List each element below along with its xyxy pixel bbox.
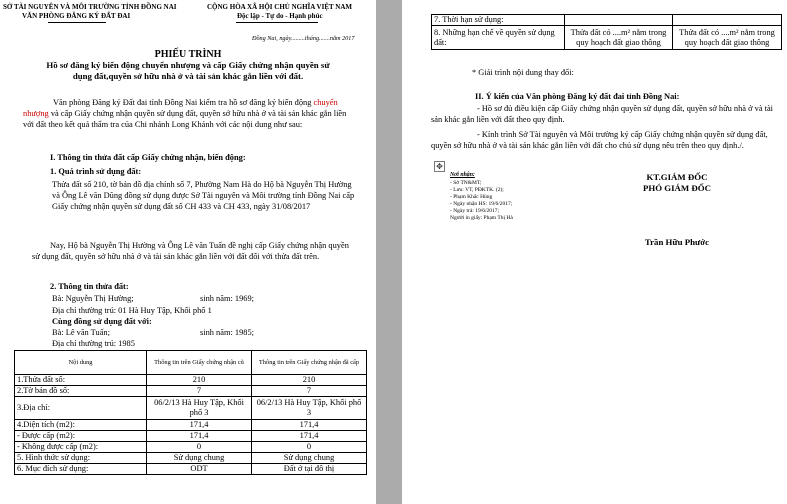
table-cell-label: 7. Thời hạn sử dụng: xyxy=(432,15,565,26)
table-cell-new xyxy=(673,15,782,26)
table-cell-label: 6. Mục đích sử dụng: xyxy=(15,464,147,475)
section-1-1-heading: 1. Quá trình sử dụng đất: xyxy=(50,167,142,176)
signature-title-1: KT.GIÁM ĐỐC xyxy=(646,172,708,182)
owner-2-address: Địa chỉ thường trú: 1985 xyxy=(52,339,135,348)
table-row xyxy=(15,375,367,386)
header-nation: CỘNG HÒA XÃ HỘI CHỦ NGHĨA VIỆT NAM xyxy=(207,3,353,11)
table-header-content: Nội dung xyxy=(15,351,147,375)
section-2-paragraph-2: - Kính trình Sở Tài nguyên và Môi trường ký cấp Giấy chứng nhận quyền sử dụng đất, quyền sở hữu nhà ở và tài sản khác gắn liền với đất cho chủ sử dụng nêu trên theo quy định./. xyxy=(431,130,768,151)
table-cell-old: 06/2/13 Hà Huy Tập, Khối phố 3 xyxy=(147,397,252,420)
table-cell-label: 3.Địa chỉ: xyxy=(15,397,147,420)
intro-text-start: Văn phòng Đăng ký Đất đai tỉnh Đồng Nai kiểm tra hồ sơ đăng ký biến động xyxy=(53,98,312,107)
table-row xyxy=(15,397,367,420)
table-header-old-certificate: Thông tin trên Giấy chứng nhận cũ xyxy=(147,351,252,375)
table-cell-label: 5. Hình thức sử dụng: xyxy=(15,453,147,464)
land-info-table xyxy=(14,350,367,475)
table-row xyxy=(15,431,367,442)
recipient-item: - Phạm Khắc Hùng xyxy=(450,194,493,200)
land-info-table-continued xyxy=(431,14,782,50)
recipient-item: - Lưu: VT, PĐKTK. (2); xyxy=(450,187,504,193)
header-left-underline xyxy=(48,22,106,23)
table-cell-old: 210 xyxy=(147,375,252,386)
table-cell-old: Thửa đất có ....m² nằm trong quy hoạch đất giao thông xyxy=(565,26,673,50)
section-2-heading: II. Ý kiến của Văn phòng Đăng ký đất đai tỉnh Đồng Nai: xyxy=(475,92,680,101)
owner-1-address: Địa chỉ thường trú: 01 Hà Huy Tập, Khối phố 1 xyxy=(52,306,212,315)
table-cell-new: Đất ở tại đô thị xyxy=(252,464,367,475)
header-motto: Độc lập - Tự do - Hạnh phúc xyxy=(237,12,323,20)
owner-1-name: Bà: Nguyễn Thị Hường; xyxy=(52,294,134,303)
table-cell-new: 171,4 xyxy=(252,431,367,442)
table-cell-new: 0 xyxy=(252,442,367,453)
table-row xyxy=(15,420,367,431)
table-header-row xyxy=(15,351,367,375)
recipient-item: - Ngày trả: 19/6/2017; xyxy=(450,208,500,214)
table-cell-old xyxy=(565,15,673,26)
owner-2-birth-year: sinh năm: 1985; xyxy=(200,328,254,337)
table-row xyxy=(15,442,367,453)
recipient-item: - Ngày nhận HS: 19/6/2017; xyxy=(450,201,513,207)
table-cell-old: 171,4 xyxy=(147,420,252,431)
section-2-paragraph-1: - Hồ sơ đủ điều kiện cấp Giấy chứng nhận quyền sử dụng đất, quyền sở hữu nhà ở và tài sản khác gắn liền với đất theo quy định. xyxy=(431,104,774,125)
recipients-title: Nơi nhận: xyxy=(450,172,475,178)
header-right-underline xyxy=(236,22,318,23)
document-page-2 xyxy=(402,0,787,504)
header-agency: SỞ TÀI NGUYÊN VÀ MÔI TRƯỜNG TỈNH ĐỒNG NAI xyxy=(3,3,177,11)
co-users-heading: Cùng đồng sử dụng đất với: xyxy=(52,317,152,326)
section-1-heading: I. Thông tin thửa đất cấp Giấy chứng nhận, biến động: xyxy=(50,153,246,162)
intro-paragraph xyxy=(23,97,353,131)
table-cell-label: 8. Những hạn chế về quyền sử dụng đất: xyxy=(432,26,565,50)
table-move-handle-icon[interactable]: ✥ xyxy=(434,161,445,172)
intro-highlighted-text: chuyển nhượng xyxy=(23,98,338,119)
table-row xyxy=(15,386,367,397)
table-cell-label: - Không được cấp (m2): xyxy=(15,442,147,453)
table-cell-new: Thửa đất có ....m² nằm trong quy hoạch đất giao thông xyxy=(673,26,782,50)
table-cell-old: 171,4 xyxy=(147,431,252,442)
date-line: Đồng Nai, ngày.........tháng.......năm 2017 xyxy=(252,35,355,42)
document-subject-line-1: Hồ sơ đăng ký biến động chuyển nhượng và cấp Giấy chứng nhận quyền sử xyxy=(46,60,330,70)
header-office: VĂN PHÒNG ĐĂNG KÝ ĐẤT ĐAI xyxy=(22,12,131,20)
document-page-1 xyxy=(0,0,376,504)
table-cell-label: 4.Diện tích (m2): xyxy=(15,420,147,431)
owner-2-name: Bà: Lê văn Tuấn; xyxy=(52,328,110,337)
table-cell-label: 2.Tờ bản đồ số: xyxy=(15,386,147,397)
table-row xyxy=(432,15,782,26)
table-cell-old: Sử dụng chung xyxy=(147,453,252,464)
table-cell-new: 171,4 xyxy=(252,420,367,431)
intro-text-end: và cấp Giấy chứng nhận quyền sử dụng đất, quyền sở hữu nhà ở và tài sản khác gắn liền với đất theo kết quả thẩm tra của Chi nhánh Long Khánh với các nội dung như sau: xyxy=(23,109,347,130)
changes-explanation-label: * Giải trình nội dung thay đổi: xyxy=(472,68,574,77)
document-subject-line-2: dụng đất,quyền sở hữu nhà ở và tài sản khác gắn liền với đất. xyxy=(72,71,304,81)
table-row xyxy=(15,464,367,475)
table-cell-old: 0 xyxy=(147,442,252,453)
table-cell-label: 1.Thửa đất số: xyxy=(15,375,147,386)
table-cell-new: 210 xyxy=(252,375,367,386)
recipient-item: Người in giấy: Phạm Thị Hà xyxy=(450,215,513,221)
table-header-new-certificate: Thông tin trên Giấy chứng nhận đã cấp xyxy=(252,351,367,375)
owner-1-birth-year: sinh năm: 1969; xyxy=(200,294,254,303)
signature-title-2: PHÓ GIÁM ĐỐC xyxy=(643,183,711,193)
recipient-item: - Sở TN&MT; xyxy=(450,180,482,186)
table-cell-old: 7 xyxy=(147,386,252,397)
request-paragraph: Nay, Hộ bà Nguyễn Thị Hường và Ông Lê văn Tuấn đề nghị cấp Giấy chứng nhận quyền sử dụng đất, quyền sở hữu nhà ở và tài sản khác gắn liền với đất đối với thửa đất trên. xyxy=(32,241,349,262)
land-use-history: Thửa đất số 210, tờ bản đồ địa chính số 7, Phường Nam Hà do Hộ bà Nguyễn Thị Hường và Ông Lê văn Dũng đồng sử dụng được Sở Tài nguyên và Môi trường tỉnh Đồng Nai cấp Giấy chứng nhận quyền sử dụng đất số CH 433 và CH 433, ngày 31/08/2017 xyxy=(52,180,355,212)
signer-name: Trần Hữu Phước xyxy=(644,237,710,247)
table-cell-new: 06/2/13 Hà Huy Tập, Khối phố 3 xyxy=(252,397,367,420)
table-row xyxy=(432,26,782,50)
table-row xyxy=(15,453,367,464)
table-cell-new: Sử dụng chung xyxy=(252,453,367,464)
table-cell-new: 7 xyxy=(252,386,367,397)
table-cell-old: ODT xyxy=(147,464,252,475)
table-cell-label: - Được cấp (m2): xyxy=(15,431,147,442)
document-title: PHIẾU TRÌNH xyxy=(154,49,222,60)
section-1-2-heading: 2. Thông tin thửa đất: xyxy=(50,282,129,291)
